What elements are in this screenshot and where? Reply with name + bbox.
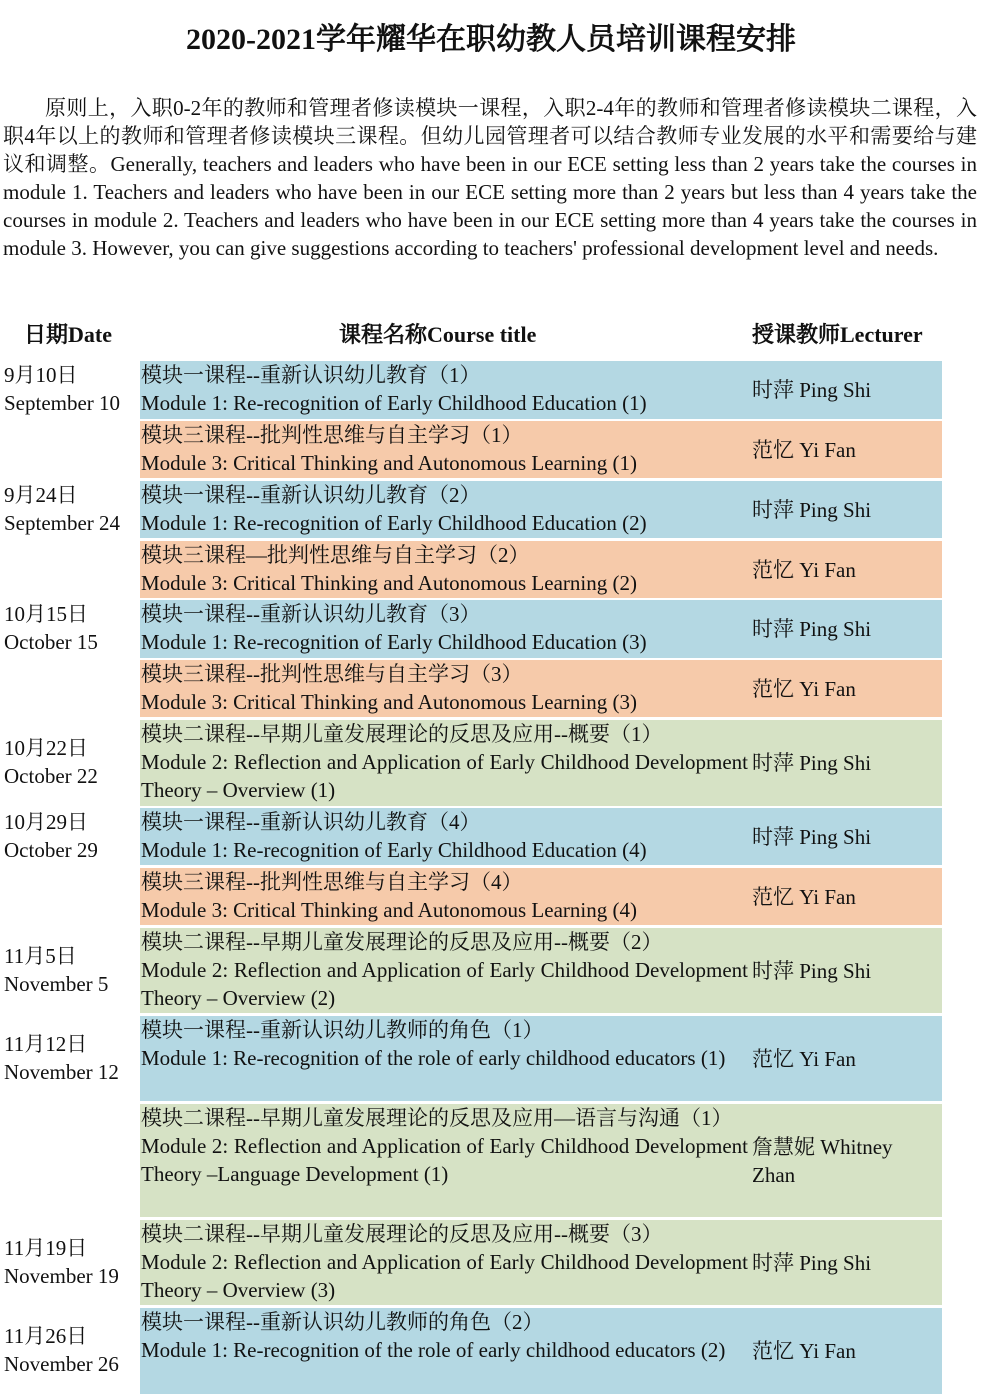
lecturer-cell: 范忆 Yi Fan	[752, 437, 856, 462]
course-cell	[140, 1016, 942, 1101]
course-title-en: Module 2: Reflection and Application of Early Childhood Development Theory – Overview (1)	[141, 750, 748, 802]
date-en: November 5	[4, 972, 109, 996]
course-cell	[140, 421, 942, 478]
course-title-en: Module 3: Critical Thinking and Autonomous Learning (3)	[141, 690, 637, 714]
lecturer-cell: 时萍 Ping Shi	[752, 1250, 872, 1275]
course-cell	[140, 361, 942, 419]
course-title-cn: 模块一课程--重新认识幼儿教育（3）	[141, 602, 481, 626]
course-title-en: Module 2: Reflection and Application of Early Childhood Development Theory –Language Development (1)	[141, 1134, 748, 1186]
course-title-en: Module 3: Critical Thinking and Autonomous Learning (1)	[141, 451, 637, 475]
date-cell	[4, 1030, 140, 1086]
lecturer-cell: 时萍 Ping Shi	[752, 497, 872, 522]
date-cell	[4, 600, 140, 656]
table-row	[0, 1016, 942, 1101]
date-cell	[4, 1234, 140, 1290]
table-row	[0, 1104, 942, 1217]
course-title-cn: 模块二课程--早期儿童发展理论的反思及应用--概要（2）	[141, 930, 663, 954]
lecturer-cell: 詹慧妮 Whitney Zhan	[752, 1134, 893, 1187]
course-title-en: Module 1: Re-recognition of Early Childhood Education (1)	[141, 391, 647, 415]
course-title-en: Module 1: Re-recognition of Early Childhood Education (2)	[141, 511, 647, 535]
course-cell	[140, 481, 942, 538]
lecturer-cell: 时萍 Ping Shi	[752, 378, 872, 402]
lecturer-cell: 范忆 Yi Fan	[752, 884, 856, 909]
course-title-en: Module 1: Re-recognition of Early Childhood Education (4)	[141, 838, 647, 862]
course-title-cn: 模块三课程—批判性思维与自主学习（2）	[141, 543, 530, 567]
date-en: September 24	[4, 511, 121, 535]
course-title-cn: 模块二课程--早期儿童发展理论的反思及应用--概要（1）	[141, 722, 663, 746]
table-row	[0, 481, 942, 538]
lecturer-cell: 范忆 Yi Fan	[752, 1339, 856, 1363]
lecturer-cell: 时萍 Ping Shi	[752, 617, 872, 641]
course-cell	[140, 660, 942, 717]
course-cell	[140, 541, 942, 598]
course-title-en: Module 1: Re-recognition of the role of early childhood educators (2)	[141, 1338, 726, 1362]
date-cn: 11月12日	[4, 1032, 88, 1056]
course-cell	[140, 928, 942, 1013]
course-title-cn: 模块三课程--批判性思维与自主学习（4）	[141, 870, 523, 894]
date-cell	[4, 481, 140, 537]
course-title-cn: 模块三课程--批判性思维与自主学习（3）	[141, 662, 523, 686]
table-row	[0, 600, 942, 658]
date-cn: 9月24日	[4, 483, 78, 507]
date-cell	[4, 808, 140, 864]
table-row	[0, 868, 942, 925]
table-row	[0, 660, 942, 717]
lecturer-cell: 时萍 Ping Shi	[752, 751, 872, 775]
course-title-cn: 模块一课程--重新认识幼儿教师的角色（1）	[141, 1018, 544, 1042]
lecturer-cell: 时萍 Ping Shi	[752, 824, 872, 849]
page-title: 2020-2021学年耀华在职幼教人员培训课程安排	[186, 23, 796, 56]
intro-paragraph: 原则上，入职0-2年的教师和管理者修读模块一课程，入职2-4年的教师和管理者修读模块二课程，入职4年以上的教师和管理者修读模块三课程。但幼儿园管理者可以结合教师专业发展的水平和需要给与建议和调整。Generally, teachers and leaders who have been in our ECE setting less than 2 years take the courses in module 1. Teachers and leaders who have been in our ECE setting more than 2 years but less than 4 years take the courses in module 2. Teachers and leaders who have been in our ECE setting more than 4 years take the courses in module 3. However, you can give suggestions according to teachers' professional development level and needs.	[3, 96, 977, 260]
table-row	[0, 541, 942, 598]
date-cn: 10月15日	[4, 602, 88, 626]
course-title-cn: 模块一课程--重新认识幼儿教师的角色（2）	[141, 1310, 544, 1334]
course-cell	[140, 808, 942, 865]
course-title-en: Module 3: Critical Thinking and Autonomous Learning (2)	[141, 571, 637, 595]
date-en: November 26	[4, 1352, 119, 1376]
date-en: October 22	[4, 764, 98, 788]
course-cell	[140, 600, 942, 658]
course-title-cn: 模块一课程--重新认识幼儿教育（2）	[141, 483, 481, 507]
date-cn: 11月26日	[4, 1324, 88, 1348]
header-date: 日期Date	[24, 322, 112, 347]
table-row	[0, 421, 942, 478]
course-title-cn: 模块三课程--批判性思维与自主学习（1）	[141, 423, 523, 447]
date-en: October 29	[4, 838, 98, 862]
course-title-en: Module 3: Critical Thinking and Autonomous Learning (4)	[141, 898, 637, 922]
date-cell	[4, 1322, 140, 1378]
date-cell	[4, 734, 140, 790]
course-cell	[140, 1104, 942, 1217]
date-cell	[4, 361, 140, 417]
table-row	[0, 928, 942, 1013]
date-cell	[4, 942, 140, 998]
header-course-title: 课程名称Course title	[339, 322, 537, 347]
table-row	[0, 720, 942, 806]
course-cell	[140, 1308, 942, 1394]
lecturer-cell: 范忆 Yi Fan	[752, 557, 856, 582]
course-cell	[140, 868, 942, 925]
course-title-en: Module 2: Reflection and Application of Early Childhood Development Theory – Overview (3)	[141, 1250, 748, 1302]
course-cell	[140, 720, 942, 806]
lecturer-cell: 范忆 Yi Fan	[752, 676, 856, 701]
table-row	[0, 808, 942, 865]
date-cn: 11月19日	[4, 1236, 88, 1260]
course-title-cn: 模块二课程--早期儿童发展理论的反思及应用—语言与沟通（1）	[141, 1106, 733, 1130]
course-title-cn: 模块二课程--早期儿童发展理论的反思及应用--概要（3）	[141, 1222, 663, 1246]
table-row	[0, 1308, 942, 1394]
date-en: November 19	[4, 1264, 119, 1288]
course-cell	[140, 1220, 942, 1305]
course-title-en: Module 1: Re-recognition of Early Childhood Education (3)	[141, 630, 647, 654]
lecturer-cell: 时萍 Ping Shi	[752, 958, 872, 983]
date-en: September 10	[4, 391, 121, 415]
course-title-cn: 模块一课程--重新认识幼儿教育（4）	[141, 810, 481, 834]
course-title-en: Module 1: Re-recognition of the role of early childhood educators (1)	[141, 1046, 726, 1070]
date-cn: 11月5日	[4, 944, 77, 968]
header-lecturer: 授课教师Lecturer	[752, 322, 923, 347]
course-title-cn: 模块一课程--重新认识幼儿教育（1）	[141, 363, 481, 387]
date-cn: 10月22日	[4, 736, 88, 760]
date-en: November 12	[4, 1060, 119, 1084]
table-row	[0, 361, 942, 419]
date-en: October 15	[4, 630, 98, 654]
date-cn: 9月10日	[4, 363, 78, 387]
date-cn: 10月29日	[4, 810, 88, 834]
table-row	[0, 1220, 942, 1305]
lecturer-cell: 范忆 Yi Fan	[752, 1046, 856, 1071]
course-title-en: Module 2: Reflection and Application of Early Childhood Development Theory – Overview (2)	[141, 958, 748, 1010]
